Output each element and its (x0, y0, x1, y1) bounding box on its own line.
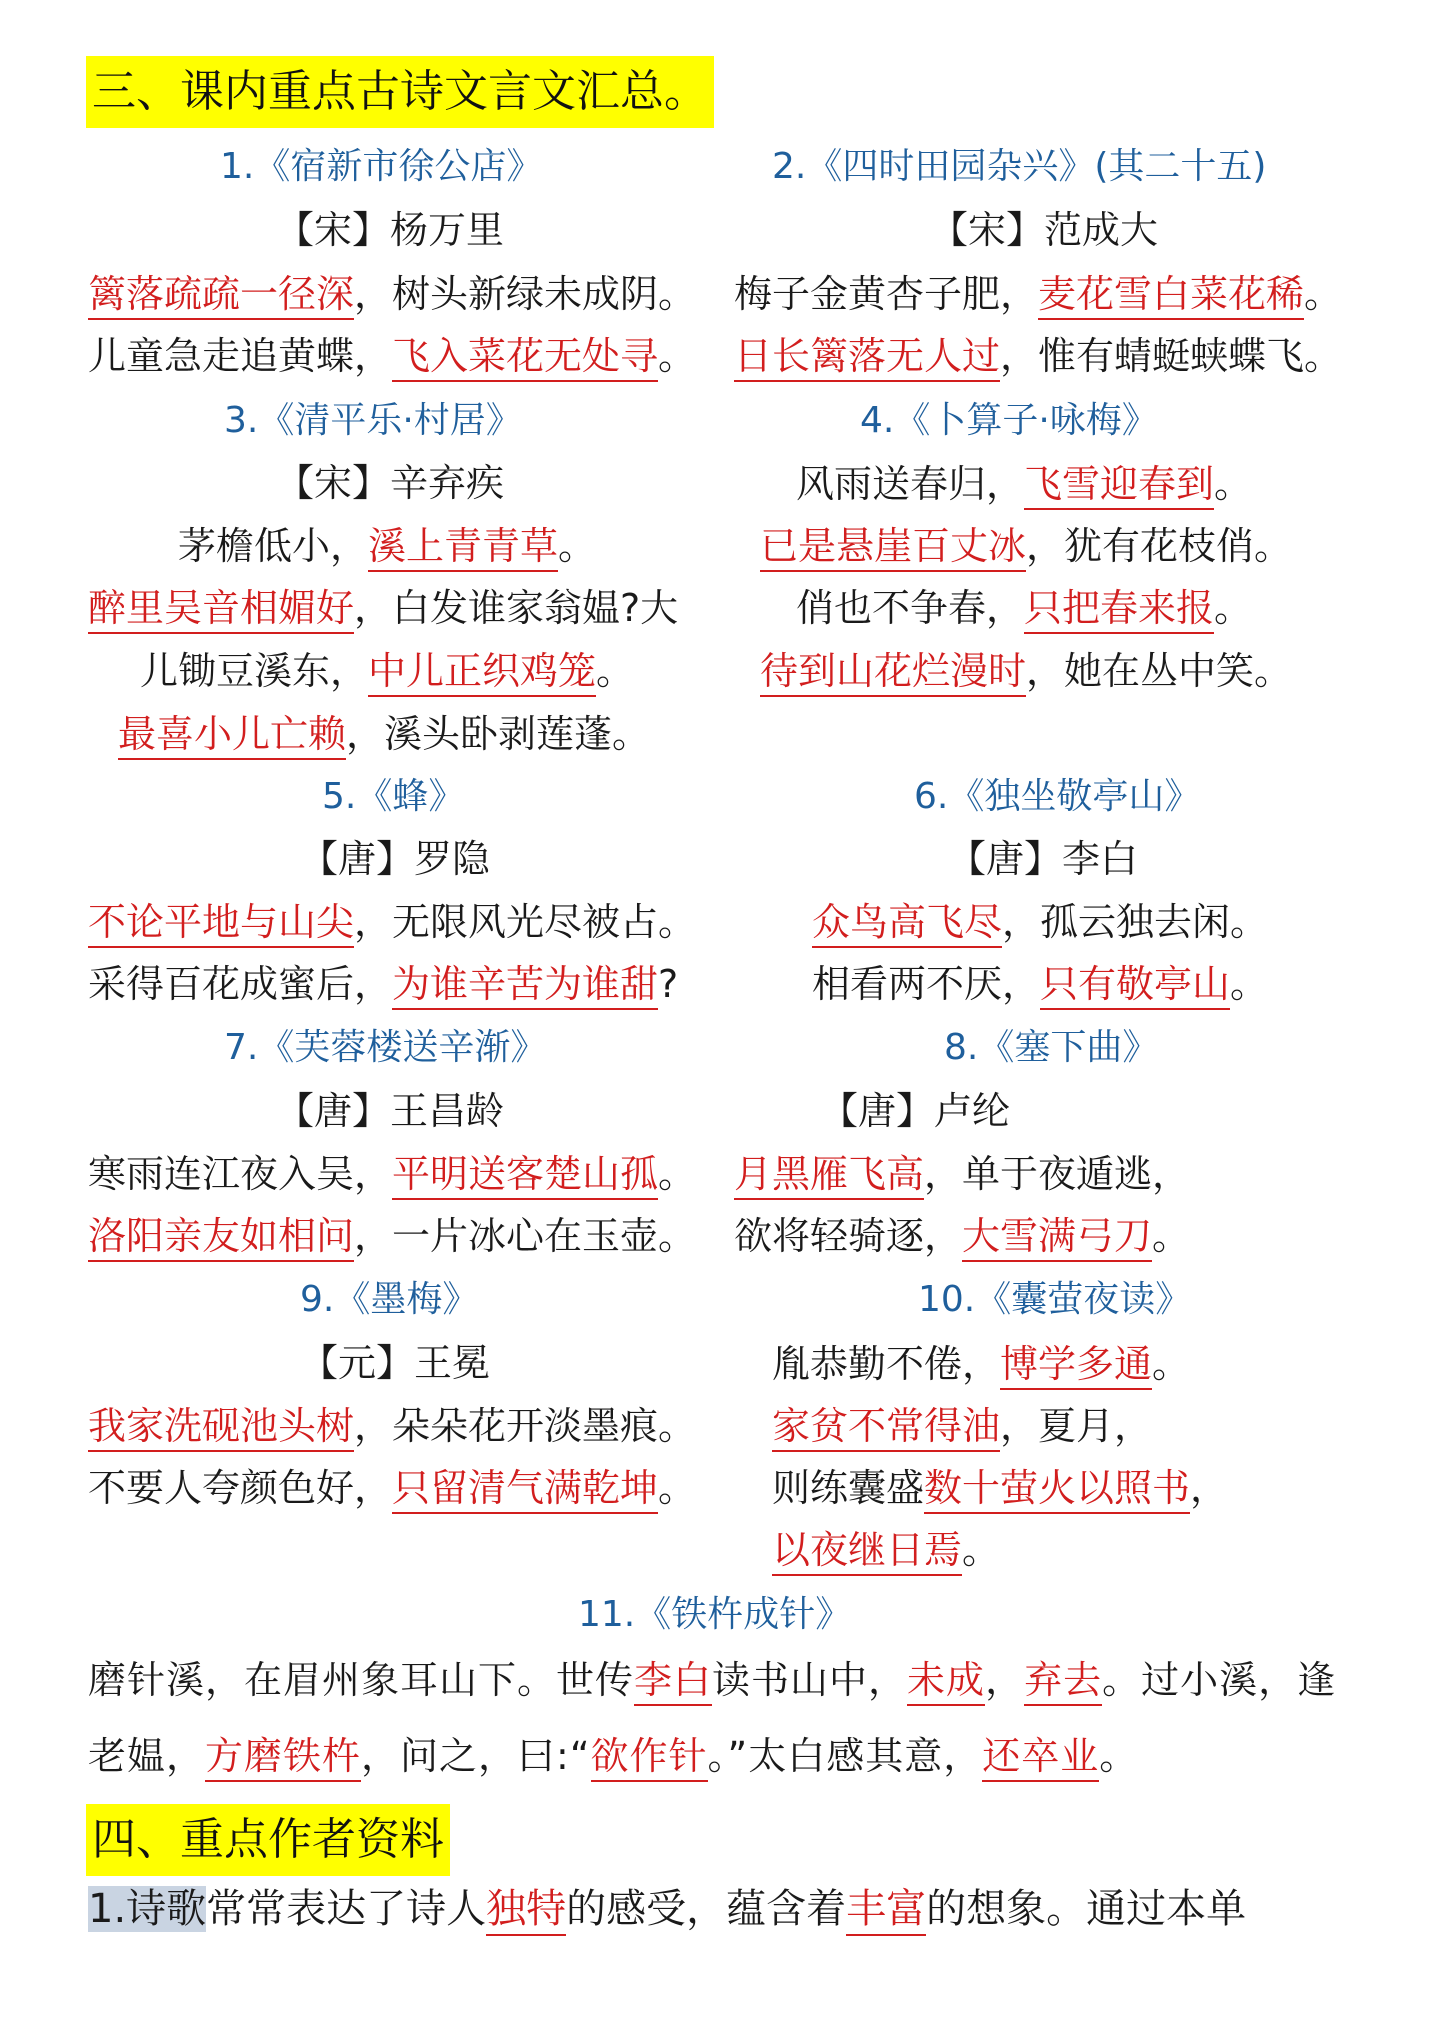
poem-line (772, 1400, 1152, 1452)
poem-title: 4.《卜算子·咏梅》 (860, 400, 1158, 441)
poem-line (88, 1400, 696, 1452)
plain-text: 。 (1152, 1342, 1191, 1386)
poem-line (118, 708, 650, 760)
answer-text: 以夜继日焉 (772, 1528, 962, 1576)
plain-text: ，单于夜遁逃， (924, 1152, 1191, 1196)
plain-text: ，惟有蜻蜓蛱蝶飞。 (1000, 334, 1343, 378)
plain-text: 。 (596, 649, 635, 693)
plain-text: 寒雨连江夜入吴， (88, 1152, 393, 1196)
prose-line (88, 1730, 1138, 1782)
answer-text: 平明送客楚山孤 (392, 1152, 658, 1200)
section-heading: 四、重点作者资料 (86, 1804, 450, 1876)
answer-text: 弃去 (1024, 1658, 1102, 1706)
poem-line (772, 1462, 1228, 1514)
plain-text: ，孤云独去闲。 (1002, 900, 1269, 944)
answer-text: 众鸟高飞尽 (812, 900, 1002, 948)
plain-text: 磨针溪，在眉州象耳山下。世传 (88, 1658, 635, 1702)
poem-author: 【元】王冕 (300, 1341, 491, 1385)
poem-line (734, 268, 1342, 320)
plain-text: 。 (1214, 462, 1253, 506)
poem-line (760, 645, 1292, 697)
plain-text: 。 (658, 1466, 697, 1510)
poem-line (734, 1210, 1190, 1262)
plain-text: 不要人夸颜色好， (88, 1466, 393, 1510)
plain-text: 。 (1152, 1214, 1191, 1258)
answer-text: 只有敬亭山 (1040, 962, 1230, 1010)
poem-title: 5.《蜂》 (322, 776, 465, 817)
answer-text: 家贫不常得油 (772, 1404, 1000, 1452)
poem-title: 3.《清平乐·村居》 (224, 400, 522, 441)
answer-text: 日长篱落无人过 (734, 334, 1000, 382)
section-heading: 三、课内重点古诗文言文汇总。 (86, 56, 714, 128)
answer-text: 丰富 (846, 1886, 926, 1936)
answer-text: 方磨铁杵 (205, 1734, 361, 1782)
plain-text: 采得百花成蜜后， (88, 962, 393, 1006)
answer-text: 篱落疏疏一径深 (88, 272, 354, 320)
plain-text: 老媪， (88, 1734, 206, 1778)
answer-text: 李白 (634, 1658, 712, 1706)
plain-text: 的想象。通过本单 (926, 1886, 1247, 1932)
plain-text: 。 (658, 1152, 697, 1196)
answer-text: 博学多通 (1000, 1342, 1152, 1390)
plain-text: 。 (1214, 586, 1253, 630)
answer-text: 中儿正织鸡笼 (368, 649, 596, 697)
poem-title: 7.《芙蓉楼送辛渐》 (224, 1027, 547, 1068)
poem-line (88, 1210, 696, 1262)
poem-title: 9.《墨梅》 (300, 1279, 479, 1320)
plain-text: ， (985, 1658, 1025, 1702)
poem-line (140, 645, 634, 697)
answer-text: 我家洗砚池头树 (88, 1404, 354, 1452)
answer-text: 溪上青青草 (368, 524, 558, 572)
poem-line (796, 582, 1252, 634)
poem-line (734, 330, 1342, 382)
answer-text: 醉里吴音相媚好 (88, 586, 354, 634)
answer-text: 欲作针 (591, 1734, 708, 1782)
poem-line (88, 330, 696, 382)
poem-line (88, 958, 678, 1010)
poem-author: 【宋】范成大 (930, 208, 1159, 252)
plain-text: 儿锄豆溪东， (140, 649, 369, 693)
answer-text: 飞雪迎春到 (1024, 462, 1214, 510)
plain-text: ，问之，曰:“ (361, 1734, 591, 1778)
prose-line (88, 1654, 1336, 1706)
plain-text: 俏也不争春， (796, 586, 1025, 630)
poem-title: 11.《铁杵成针》 (578, 1594, 852, 1635)
plain-text: ，树头新绿未成阴。 (354, 272, 697, 316)
answer-text: 麦花雪白菜花稀 (1038, 272, 1304, 320)
poem-line (772, 1338, 1190, 1390)
answer-text: 只把春来报 (1024, 586, 1214, 634)
poem-author: 【唐】卢纶 (820, 1089, 1011, 1133)
poem-line (772, 1524, 1000, 1576)
plain-text: 相看两不厌， (812, 962, 1041, 1006)
plain-text: 。”太白感其意， (707, 1734, 983, 1778)
poem-line (812, 896, 1268, 948)
section-text-line (88, 1880, 1246, 1938)
poem-line (88, 1148, 696, 1200)
answer-text: 只留清气满乾坤 (392, 1466, 658, 1514)
plain-text: 的感受，蕴含着 (566, 1886, 847, 1932)
plain-text: ，朵朵花开淡墨痕。 (354, 1404, 697, 1448)
plain-text: 儿童急走追黄蝶， (88, 334, 393, 378)
plain-text: 。 (658, 334, 697, 378)
plain-text: ，溪头卧剥莲蓬。 (346, 712, 651, 756)
poem-line (88, 582, 678, 634)
plain-text: 茅檐低小， (178, 524, 369, 568)
plain-text: ，白发谁家翁媪?大 (354, 586, 679, 630)
answer-text: 大雪满弓刀 (962, 1214, 1152, 1262)
poem-line (88, 1462, 696, 1514)
answer-text: 飞入菜花无处寻 (392, 334, 658, 382)
poem-author: 【唐】罗隐 (300, 837, 491, 881)
answer-text: 为谁辛苦为谁甜 (392, 962, 658, 1010)
answer-text: 月黑雁飞高 (734, 1152, 924, 1200)
plain-text: 风雨送春归， (796, 462, 1025, 506)
plain-text: ，夏月， (1000, 1404, 1153, 1448)
plain-text: ，一片冰心在玉壶。 (354, 1214, 697, 1258)
poem-title: 2.《四时田园杂兴》(其二十五) (772, 146, 1267, 187)
answer-text: 洛阳亲友如相问 (88, 1214, 354, 1262)
poem-title: 1.《宿新市徐公店》 (220, 146, 543, 187)
plain-text: 。过小溪，逢 (1102, 1658, 1337, 1702)
plain-text: 常常表达了诗人 (206, 1886, 487, 1932)
answer-text: 已是悬崖百丈冰 (760, 524, 1026, 572)
plain-text: 。 (1099, 1734, 1139, 1778)
plain-text: ，无限风光尽被占。 (354, 900, 697, 944)
plain-text: 。 (1230, 962, 1269, 1006)
plain-text: 读书山中， (712, 1658, 908, 1702)
poem-author: 【宋】辛弃疾 (276, 461, 505, 505)
plain-text: ，她在丛中笑。 (1026, 649, 1293, 693)
poem-line (88, 268, 696, 320)
highlighted-text: 1.诗歌 (88, 1886, 207, 1932)
plain-text: 欲将轻骑逐， (734, 1214, 963, 1258)
poem-title: 8.《塞下曲》 (944, 1027, 1159, 1068)
plain-text: 梅子金黄杏子肥， (734, 272, 1039, 316)
answer-text: 还卒业 (982, 1734, 1099, 1782)
answer-text: 待到山花烂漫时 (760, 649, 1026, 697)
poem-line (178, 520, 596, 572)
poem-line (88, 896, 696, 948)
plain-text: 则练囊盛 (772, 1466, 925, 1510)
poem-title: 6.《独坐敬亭山》 (914, 776, 1201, 817)
answer-text: 未成 (907, 1658, 985, 1706)
plain-text: ，犹有花枝俏。 (1026, 524, 1293, 568)
poem-line (812, 958, 1268, 1010)
poem-line (760, 520, 1292, 572)
plain-text: ? (658, 962, 679, 1006)
plain-text: ， (1190, 1466, 1229, 1510)
poem-author: 【唐】王昌龄 (276, 1089, 505, 1133)
plain-text: 胤恭勤不倦， (772, 1342, 1001, 1386)
plain-text: 。 (962, 1528, 1001, 1572)
poem-author: 【唐】李白 (948, 837, 1139, 881)
plain-text: 。 (1304, 272, 1343, 316)
plain-text: 。 (558, 524, 597, 568)
poem-author: 【宋】杨万里 (276, 208, 505, 252)
poem-line (796, 458, 1252, 510)
poem-line (734, 1148, 1190, 1200)
answer-text: 最喜小儿亡赖 (118, 712, 346, 760)
answer-text: 数十萤火以照书 (924, 1466, 1190, 1514)
poem-title: 10.《囊萤夜读》 (918, 1279, 1192, 1320)
answer-text: 独特 (486, 1886, 566, 1936)
answer-text: 不论平地与山尖 (88, 900, 354, 948)
